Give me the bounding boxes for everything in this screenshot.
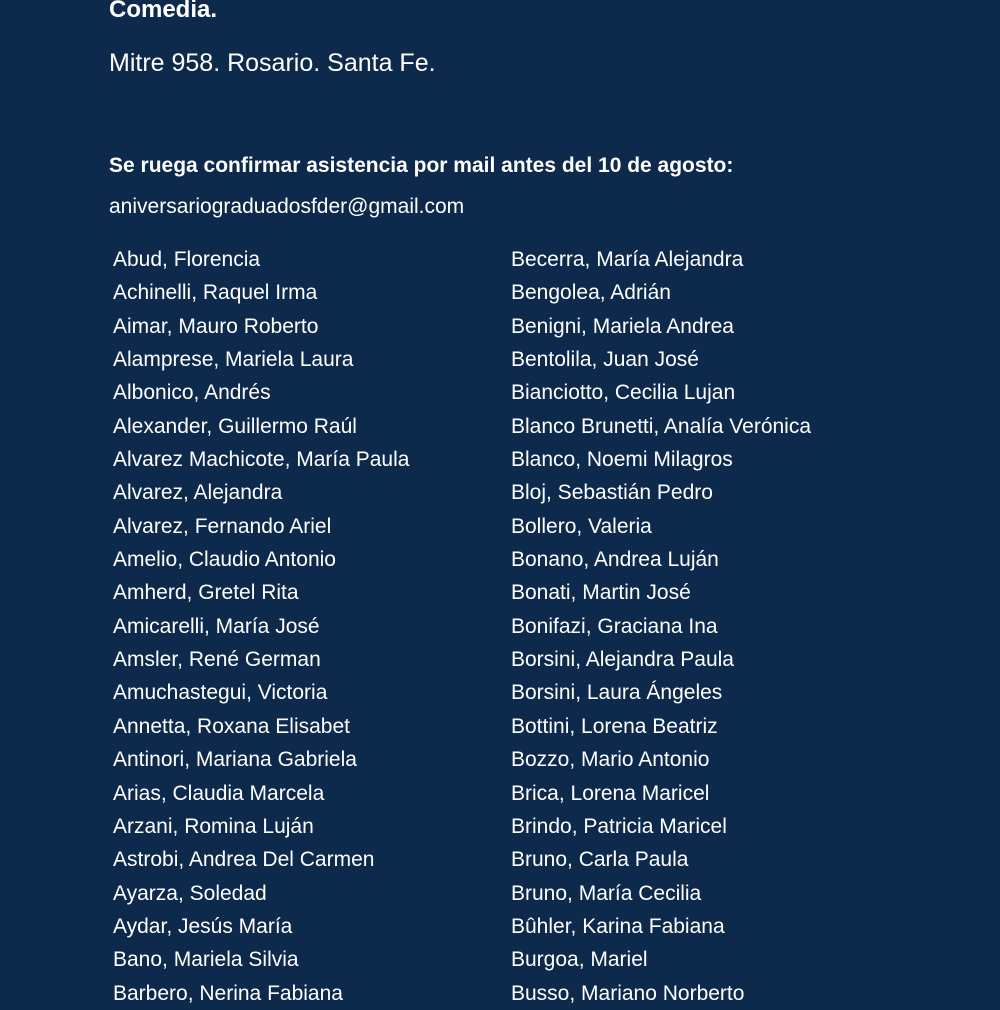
- venue-name: Comedia.: [109, 0, 218, 23]
- graduate-name: Astrobi, Andrea Del Carmen: [113, 848, 375, 872]
- graduate-name: Alamprese, Mariela Laura: [113, 348, 354, 372]
- graduate-name: Alvarez Machicote, María Paula: [113, 448, 410, 472]
- venue-address: Mitre 958. Rosario. Santa Fe.: [109, 49, 436, 77]
- graduate-name: Becerra, María Alejandra: [511, 248, 744, 271]
- graduate-name: Bollero, Valeria: [511, 514, 652, 538]
- graduate-name: Bengolea, Adrián: [511, 281, 671, 305]
- graduate-name: Abud, Florencia: [113, 248, 261, 271]
- graduate-name: Arzani, Romina Luján: [113, 814, 314, 838]
- graduate-name: Amuchastegui, Victoria: [113, 681, 328, 705]
- graduate-name: Alexander, Guillermo Raúl: [113, 414, 357, 438]
- graduate-name: Burgoa, Mariel: [511, 948, 648, 972]
- graduate-name: Alvarez, Fernando Ariel: [113, 514, 332, 538]
- graduate-name: Blanco, Noemi Milagros: [511, 448, 733, 472]
- graduate-name: Antinori, Mariana Gabriela: [113, 748, 357, 772]
- graduate-name: Bonano, Andrea Luján: [511, 548, 719, 572]
- graduate-name: Blanco Brunetti, Analía Verónica: [511, 414, 812, 438]
- graduates-list-right: [511, 243, 811, 1010]
- graduate-name: Bano, Mariela Silvia: [113, 948, 299, 972]
- graduate-name: Bozzo, Mario Antonio: [511, 748, 710, 772]
- graduate-name: Bonati, Martin José: [511, 581, 691, 605]
- rsvp-email: aniversariograduadosfder@gmail.com: [109, 195, 465, 218]
- graduate-name: Amsler, René German: [113, 648, 321, 672]
- graduate-name: Bûhler, Karina Fabiana: [511, 914, 725, 938]
- graduate-name: Albonico, Andrés: [113, 381, 271, 405]
- graduate-name: Annetta, Roxana Elisabet: [113, 714, 350, 738]
- graduate-name: Ayarza, Soledad: [113, 881, 267, 905]
- graduate-name: Bottini, Lorena Beatriz: [511, 714, 718, 738]
- graduate-name: Brindo, Patricia Maricel: [511, 814, 727, 838]
- graduate-name: Alvarez, Alejandra: [113, 481, 283, 505]
- graduate-name: Bloj, Sebastián Pedro: [511, 481, 713, 505]
- graduate-name: Bianciotto, Cecilia Lujan: [511, 381, 736, 405]
- graduate-name: Amelio, Claudio Antonio: [113, 548, 336, 572]
- graduate-name: Busso, Mariano Norberto: [511, 981, 745, 1005]
- graduate-name: Bentolila, Juan José: [511, 348, 699, 372]
- graduates-list-left: [113, 243, 409, 1010]
- graduate-name: Amherd, Gretel Rita: [113, 581, 299, 605]
- graduate-name: Borsini, Laura Ángeles: [511, 681, 723, 705]
- graduate-name: Aydar, Jesús María: [113, 914, 293, 938]
- graduate-name: Bonifazi, Graciana Ina: [511, 614, 718, 638]
- graduate-name: Achinelli, Raquel Irma: [113, 281, 318, 305]
- graduate-name: Aimar, Mauro Roberto: [113, 314, 319, 338]
- graduate-name: Bruno, María Cecilia: [511, 881, 702, 905]
- graduate-name: Arias, Claudia Marcela: [113, 781, 325, 805]
- graduate-name: Barbero, Nerina Fabiana: [113, 981, 343, 1005]
- graduate-name: Benigni, Mariela Andrea: [511, 314, 734, 338]
- graduate-name: Borsini, Alejandra Paula: [511, 648, 734, 672]
- graduate-name: Brica, Lorena Maricel: [511, 781, 710, 805]
- rsvp-heading: Se ruega confirmar asistencia por mail antes del 10 de agosto:: [109, 154, 734, 177]
- graduate-name: Bruno, Carla Paula: [511, 848, 689, 872]
- graduate-name: Amicarelli, María José: [113, 614, 320, 638]
